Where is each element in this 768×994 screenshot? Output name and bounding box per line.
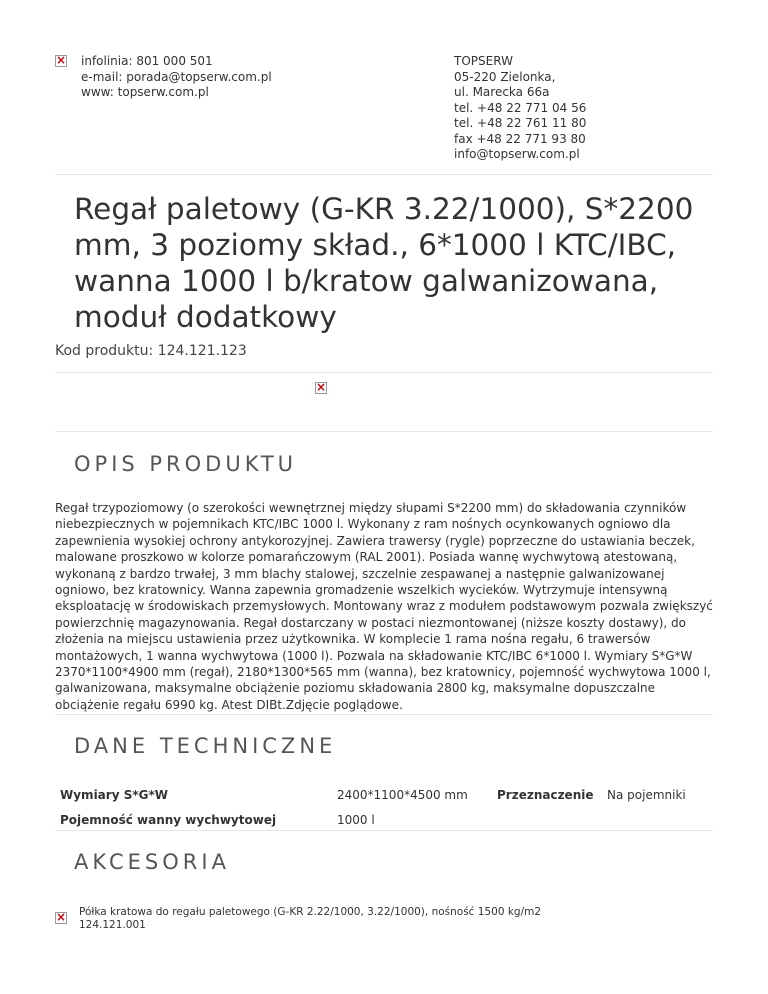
table-row: [55, 807, 691, 832]
website-link[interactable]: www: topserw.com.pl: [81, 85, 209, 99]
accessory-item[interactable]: [79, 906, 541, 932]
product-description: Regał trzypoziomowy (o szerokości wewnętrznej między słupami S*2200 mm) do składowania czynników niebezpiecznych w pojemnikach KTC/IBC 1000 l. Wykonany z ram nośnych ocynkowanych ogniowo dla zapewnienia wysokiej ochrony antykorozyjnej. Zawiera trawersy (rygle) poprzeczne do ustawiania beczek, malowane proszkowo w kolorze pomarańczowym (RAL 2001). Posiada wannę wychwytową atestowaną, wykonaną z bardzo trwałej, 3 mm blachy stalowej, szczelnie zespawanej a następnie galwanizowanej ogniowo, bez kratownicy. Wanna zapewnia gromadzenie wszelkich wycieków. Wytrzymuje intensywną eksploatację w środowiskach przemysłowych. Montowany wraz z modułem podstawowym pozwala zwiększyć powierzchnię magazynowania. Regał dostarczany w postaci niezmontowanej (niższe koszty dostawy), do złożenia na miejscu ustawienia przez użytkownika. W komplecie 1 rama nośna regału, 6 trawersów montażowych, 1 wanna wychwytowa (1000 l). Pozwala na składowanie KTC/IBC 6*1000 l. Wymiary S*G*W 2370*1100*4900 mm (regał), 2180*1300*565 mm (wanna), bez kratownicy, pojemność wychwytowa 1000 l, galwanizowana, maksymalne obciążenie poziomu składowania 2800 kg, maksymalne dopuszczalne obciążenie regału 6990 kg. Atest DIBt.Zdjęcie poglądowe.: [55, 501, 713, 712]
description-heading: OPIS PRODUKTU: [74, 452, 298, 476]
phone-2: tel. +48 22 761 11 80: [454, 116, 587, 130]
contact-info: [81, 54, 272, 101]
spec-value: Na pojemniki: [607, 787, 686, 802]
product-broken-image-icon: [315, 382, 327, 394]
spec-label: Wymiary S*G*W: [60, 787, 168, 802]
company-email[interactable]: info@topserw.com.pl: [454, 147, 580, 161]
product-code: Kod produktu: 124.121.123: [55, 343, 247, 359]
spec-label: Pojemność wanny wychwytowej: [60, 812, 277, 827]
fax: fax +48 22 771 93 80: [454, 131, 586, 146]
specs-heading: DANE TECHNICZNE: [74, 734, 337, 758]
specs-table: [55, 782, 691, 832]
divider: [55, 830, 713, 831]
divider: [55, 372, 713, 373]
page-title: Regał paletowy (G-KR 3.22/1000), S*2200 mm, 3 poziomy skład., 6*1000 l KTC/IBC, wanna 1000 l b/kratow galwanizowana, moduł dodatkowy: [74, 192, 694, 334]
accessories-heading: AKCESORIA: [74, 850, 230, 874]
spec-value: 2400*1100*4500 mm: [337, 787, 468, 802]
divider: [55, 174, 713, 175]
accessory-name: Półka kratowa do regału paletowego (G-KR 2.22/1000, 3.22/1000), nośność 1500 kg/m2: [79, 906, 542, 918]
street: ul. Marecka 66a: [454, 85, 550, 99]
contact-email[interactable]: e-mail: porada@topserw.com.pl: [81, 69, 272, 84]
spec-label: Przeznaczenie: [497, 787, 594, 802]
phone-1: tel. +48 22 771 04 56: [454, 100, 587, 115]
spec-value: 1000 l: [337, 812, 375, 827]
accessory-broken-image-icon: [55, 912, 67, 924]
hotline: infolinia: 801 000 501: [81, 54, 213, 68]
accessory-code: 124.121.001: [79, 919, 146, 931]
company-address: [454, 54, 586, 163]
postal-code: 05-220 Zielonka,: [454, 69, 556, 84]
logo-broken-image-icon: [55, 55, 67, 67]
divider: [55, 431, 713, 432]
company-name: TOPSERW: [454, 54, 513, 68]
divider: [55, 714, 713, 715]
table-row: [55, 782, 691, 807]
